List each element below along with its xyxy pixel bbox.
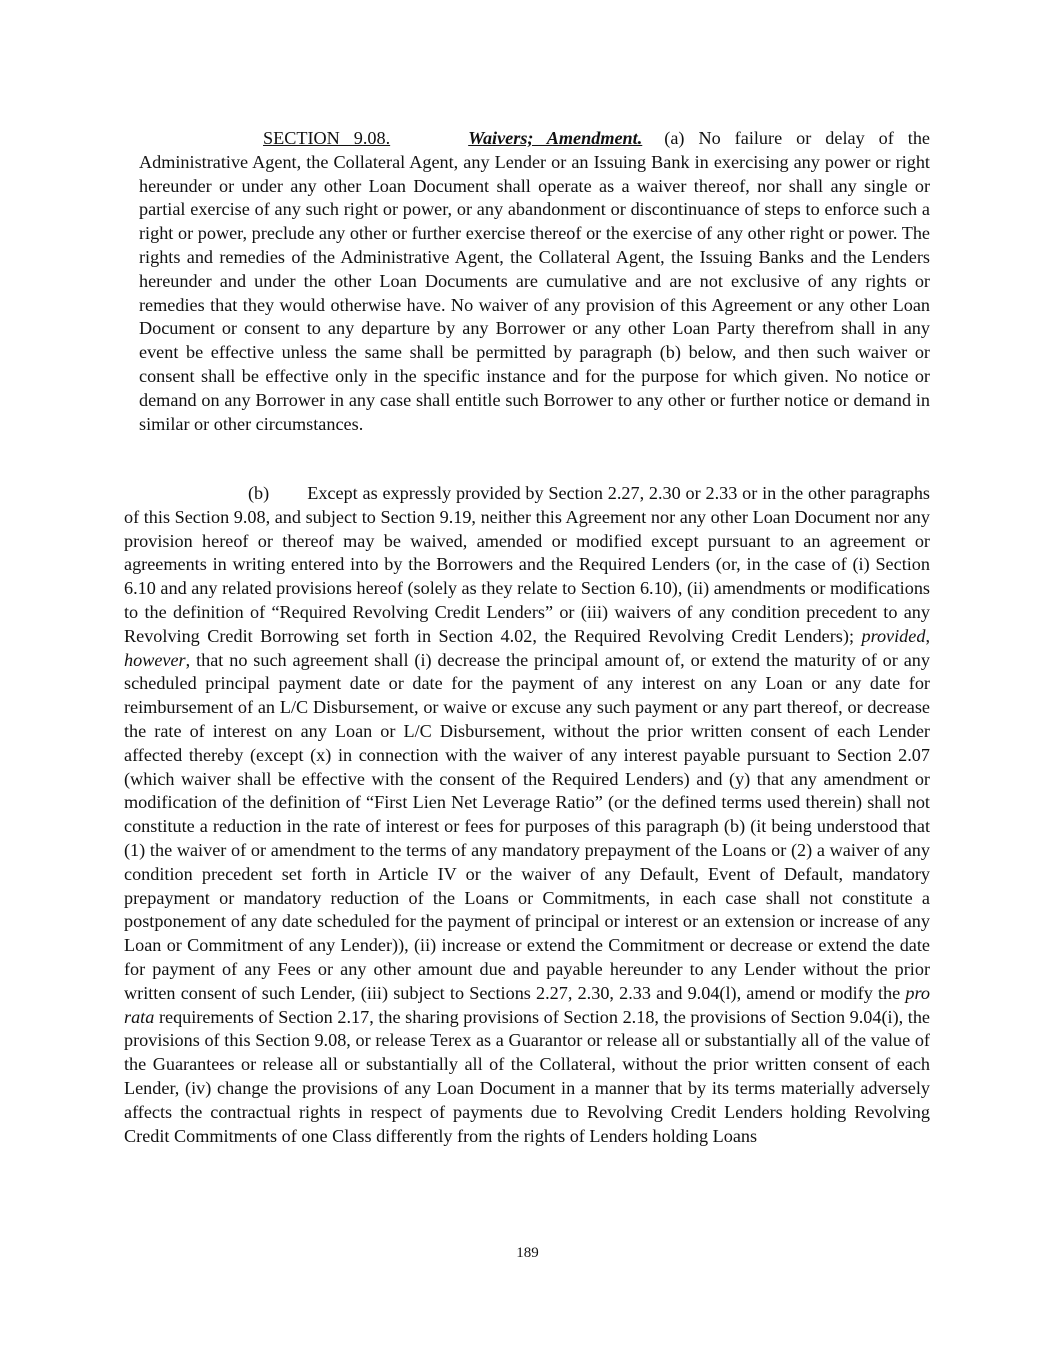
pro-rata-term: pro rata — [124, 982, 931, 1027]
paragraph-b-text-2: , that no such agreement shall (i) decrease the principal amount of, or extend the maturity of or any scheduled principal payment date or date for the payment of any interest on any Loan or any date for reimbursement of an L/C Disbursement, or waive or excuse any such payment or any part thereof, or decrease the rate of interest on any Loan or L/C Disbursement, without the prior written consent of each Lender affected thereby (except (x) in connection with the waiver of any interest payable pursuant to Section 2.07 (which waiver shall be effective with the consent of the Required Lenders) and (y) that any amendment or modification of the definition of “First Lien Net Leverage Ratio” (or the defined terms used therein) shall not constitute a reduction in the rate of interest or fees for purposes of this paragraph (b) (it being understood that (1) the waiver of or amendment to the terms of any mandatory prepayment of the Loans or (2) a waiver of any condition precedent set forth in Article IV or the waiver of any Default, Event of Default, mandatory prepayment or mandatory reduction of the Loans or Commitments, in each case shall not constitute a postponement of any date scheduled for the payment of principal or interest or an extension or increase of any Loan or Commitment of any Lender)), (ii) increase or extend the Commitment or decrease or extend the date for payment of any Fees or any other amount due and payable hereunder to any Lender without the prior written consent of such Lender, (iii) subject to Sections 2.27, 2.30, 2.33 and 9.04(l), amend or modify the — [124, 649, 930, 1003]
page-number: 189 — [516, 1245, 539, 1261]
provided-term: provided — [861, 625, 926, 646]
paragraph-b-label: (b) — [248, 483, 270, 503]
paragraph-b-text-3: requirements of Section 2.17, the sharing provisions of Section 2.18, the provisions of Section 9.04(i), the provisions of this Section 9.08, or release Terex as a Guarantor or release all or substantially all of the value of the Guarantees or release all or substantially all of the Collateral, without the prior written consent of each Lender, (iv) change the provisions of any Loan Document in a manner that by its terms materially adversely affects the contractual rights in respect of payments due to Revolving Credit Lenders holding Revolving Credit Commitments of one Class differently from the rights of Lenders holding Loans — [124, 1006, 931, 1146]
section-title: Waivers; Amendment. — [468, 128, 643, 148]
section-number: SECTION 9.08. — [263, 128, 391, 148]
paragraph-b-text-1: Except as expressly provided by Section 2.27, 2.30 or 2.33 or in the other paragraphs of this Section 9.08, and subject to Section 9.19, neither this Agreement nor any other Loan Document nor any provision hereof or thereof may be waived, amended or modified except pursuant to an agreement or agreements in writing entered into by the Borrowers and the Required Lenders (or, in the case of (i) Section 6.10 and any related provisions hereof (solely as they relate to Section 6.10), (ii) amendments or modifications to the definition of “Required Revolving Credit Lenders” or (iii) waivers of any condition precedent to any Revolving Credit Borrowing set forth in Section 4.02, the Required Revolving Credit Lenders); — [124, 483, 930, 646]
paragraph-a-label: (a) — [664, 128, 685, 148]
paragraph-a-text: No failure or delay of the Administrative Agent, the Collateral Agent, any Lender or an Issuing Bank in exercising any power or right hereunder or under any other Loan Document shall operate as a waiver thereof, nor shall any single or partial exercise of any such right or power, or any abandonment or discontinuance of steps to enforce such a right or power, preclude any other or further exercise thereof or the exercise of any other right or power. The rights and remedies of the Administrative Agent, the Collateral Agent, the Issuing Banks and the Lenders hereunder and under the other Loan Documents are cumulative and are not exclusive of any rights or remedies that they would otherwise have. No waiver of any provision of this Agreement or any other Loan Document or consent to any departure by any Borrower or any other Loan Party therefrom shall in any event be effective unless the same shall be permitted by paragraph (b) below, and then such waiver or consent shall be effective only in the specific instance and for the purpose for which given. No notice or demand on any Borrower in any case shall entitle such Borrower to any other or further notice or demand in similar or other circumstances. — [139, 128, 931, 434]
provided-comma: , — [925, 625, 930, 646]
paragraph-a — [139, 127, 930, 436]
paragraph-b — [124, 482, 930, 1148]
however-term: however — [124, 649, 186, 670]
